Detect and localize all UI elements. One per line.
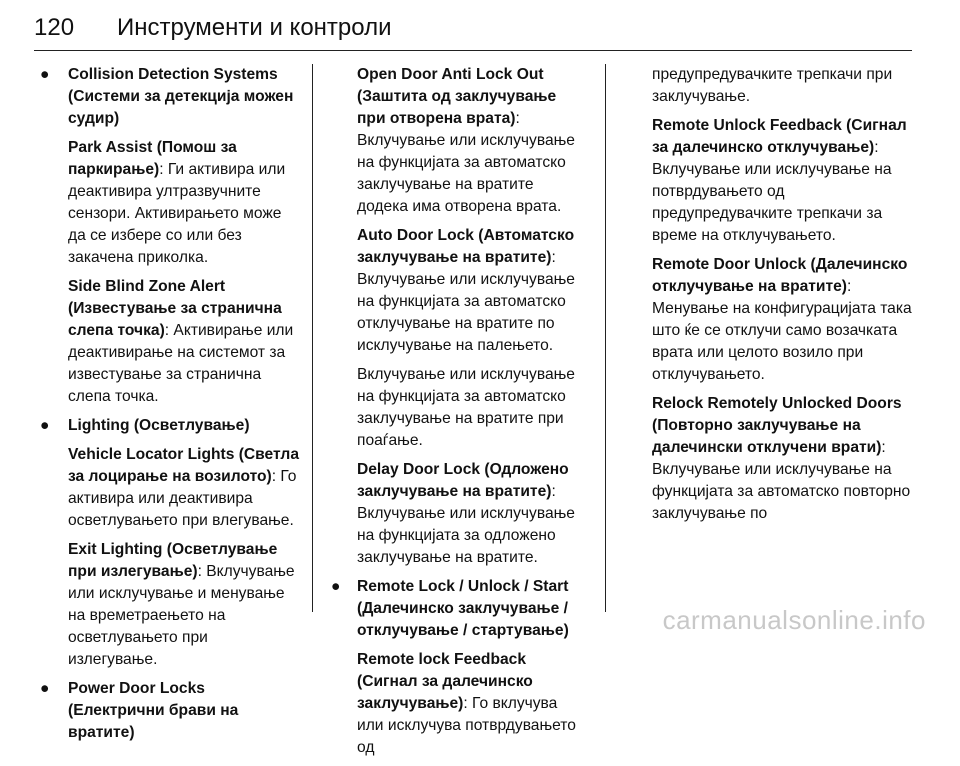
term: Relock Remotely Unlocked Doors (Повторно заклучување на далечински отклучени врати) [652,395,902,456]
term: Vehicle Locator Lights (Светла за лоцирање на возилото) [68,446,300,485]
page-number: 120 [34,14,75,41]
term: Side Blind Zone Alert (Известување за странична слепа точка) [68,278,282,339]
watermark: carmanualsonline.info [662,605,926,635]
paragraph: Вклучување или исклучување на функцијата за автоматско заклучување на вратите при поаѓање. [357,366,575,449]
paragraph [68,444,300,532]
term: Park Assist (Помош за паркирање) [68,139,237,178]
item-heading: Remote Lock / Unlock / Start (Далечинско заклучување / отклучување / стартување) [357,578,569,639]
header-rule [34,50,912,51]
paragraph [652,254,914,386]
paragraph [357,649,587,759]
column-divider-1 [312,64,313,612]
list-item-remote-lock [325,576,587,759]
item-heading: Power Door Locks (Електрични брави на вратите) [68,680,239,741]
term: Delay Door Lock (Одложено заклучување на вратите) [357,461,569,500]
term: Auto Door Lock (Автоматско заклучување на вратите) [357,227,575,266]
paragraph [357,64,587,218]
description: : Вклучување или исклучување на функцијата за автоматско заклучување на вратите додека има отворена врата. [357,110,575,215]
paragraph [652,115,914,247]
column-3 [652,64,914,532]
column-divider-2 [605,64,606,612]
term: Remote lock Feedback (Сигнал за далечинско заклучување) [357,651,533,712]
paragraph: предупредувачките трепкачи при заклучување. [652,66,893,105]
description: : Вклучување или исклучување и менување на времетраењето на осветлувањето при излегување. [68,563,295,668]
paragraph [68,276,300,408]
column-2 [325,64,587,766]
description: : Го вклучува или исклучува потврдувањето од [357,695,576,756]
description: : Го активира или деактивира осветлувањето при влегување. [68,468,297,529]
description: : Вклучување или исклучување на функцијата за автоматско отклучување на вратите по исклучување на палењето. [357,249,575,354]
sub-block [357,64,587,569]
item-heading: Collision Detection Systems (Системи за детекција можен судир) [68,66,294,127]
description: : Активирање или деактивирање на системот за известување за странична слепа точка. [68,322,294,405]
list-item-lighting [34,415,300,671]
bullet-icon: ● [40,66,50,83]
bullet-icon: ● [331,578,341,595]
paragraph [357,225,587,357]
bullet-icon: ● [40,417,50,434]
term: Exit Lighting (Осветлување при излегување) [68,541,278,580]
column-1 [34,64,300,751]
description: : Вклучување или исклучување на функцијата за автоматско повторно заклучување по [652,439,911,522]
paragraph [357,459,587,569]
term: Open Door Anti Lock Out (Заштита од заклучување при отворена врата) [357,66,557,127]
list-item-collision [34,64,300,408]
paragraph [68,539,300,671]
paragraph [652,393,914,525]
description: : Менување на конфигурацијата така што ќе се отклучи само возачката врата или целото возило при отклучувањето. [652,278,912,383]
paragraph [68,137,300,269]
bullet-icon: ● [40,680,50,697]
description: : Вклучување или исклучување на потврдувањето од предупредувачките трепкачи за време на отклучувањето. [652,139,892,244]
term: Remote Unlock Feedback (Сигнал за далечинско отклучување) [652,117,907,156]
term: Remote Door Unlock (Далечинско отклучување на вратите) [652,256,908,295]
page-title: Инструменти и контроли [117,14,392,41]
item-heading: Lighting (Осветлување) [68,417,250,434]
list-item-power-door-locks [34,678,300,744]
description: : Ги активира или деактивира ултразвучните сензори. Активирањето може да се избере со или без закачена приколка. [68,161,286,266]
description: : Вклучување или исклучување на функцијата за одложено заклучување на вратите. [357,483,575,566]
